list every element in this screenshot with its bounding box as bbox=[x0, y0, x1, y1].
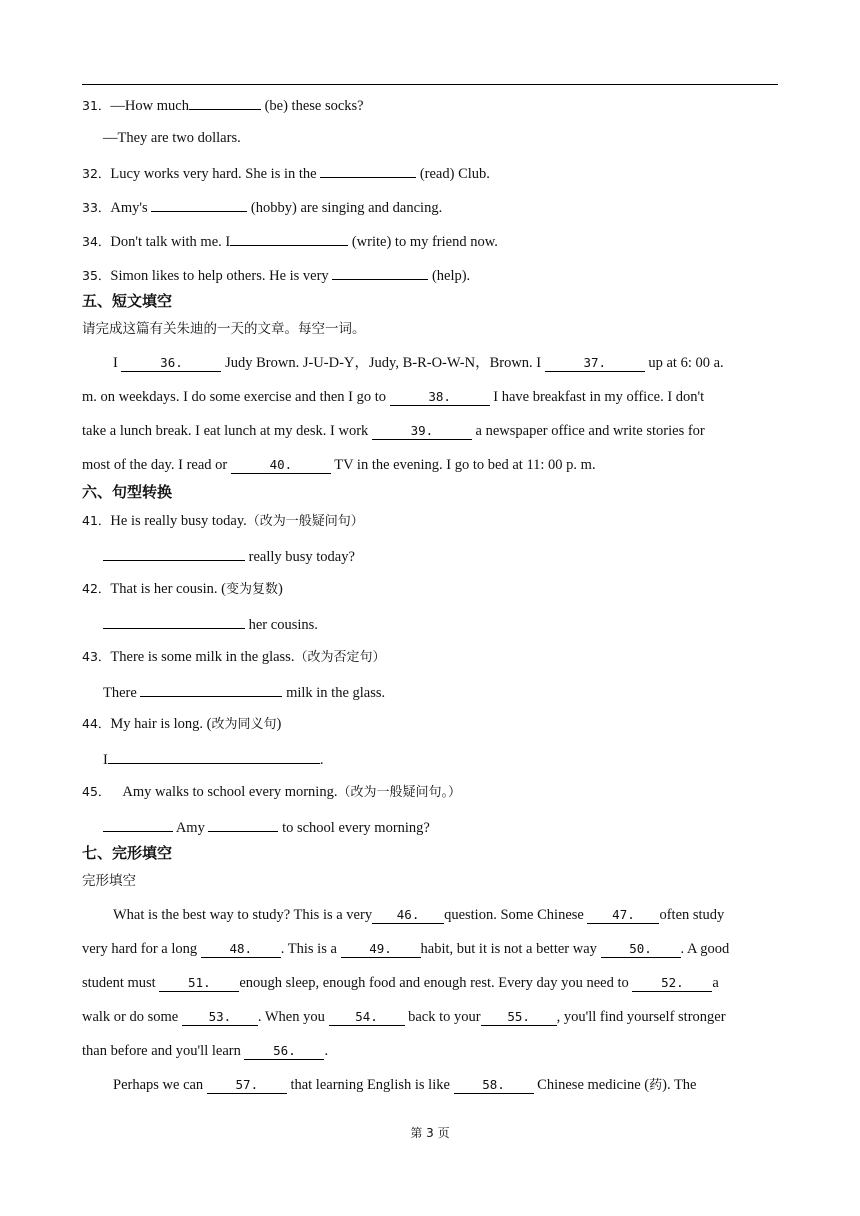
passage-7-line-2: very hard for a long 48. . This is a 49. habit, but it is not a better way 50. . A good bbox=[82, 941, 730, 957]
section-5-instructions: 请完成这篇有关朱迪的一天的文章。每空一词。 bbox=[82, 321, 366, 337]
passage-7-line-4: walk or do some 53. . When you 54. back to your 55. , you'll find yourself stronger bbox=[82, 1009, 726, 1025]
question-34: 34．Don't talk with me. I (write) to my friend now. bbox=[82, 231, 498, 251]
question-41-answer: really busy today? bbox=[103, 546, 355, 566]
answer-blank[interactable] bbox=[320, 163, 416, 178]
passage-7-line-5: than before and you'll learn 56. . bbox=[82, 1043, 329, 1059]
question-31-reply: —They are two dollars. bbox=[103, 130, 241, 146]
question-42-answer: her cousins. bbox=[103, 614, 318, 634]
question-33: 33．Amy's (hobby) are singing and dancing. bbox=[82, 197, 442, 217]
blank-50[interactable]: 50. bbox=[601, 941, 681, 958]
blank-57[interactable]: 57. bbox=[207, 1077, 287, 1094]
question-42: 42．That is her cousin. (变为复数) bbox=[82, 581, 283, 597]
passage-7-line-3: student must 51. enough sleep, enough food and enough rest. Every day you need to 52. a bbox=[82, 975, 719, 991]
answer-blank[interactable] bbox=[332, 265, 428, 280]
answer-blank[interactable] bbox=[103, 817, 173, 832]
page-number: 3 bbox=[426, 1126, 434, 1140]
passage-7-line-1: What is the best way to study? This is a very 46. question. Some Chinese 47. often study bbox=[113, 907, 725, 923]
blank-51[interactable]: 51. bbox=[159, 975, 239, 992]
answer-blank[interactable] bbox=[140, 682, 282, 697]
blank-36[interactable]: 36. bbox=[121, 355, 221, 372]
blank-53[interactable]: 53. bbox=[182, 1009, 258, 1026]
question-31: 31．—How much (be) these socks? bbox=[82, 95, 364, 115]
passage-5-line-3: take a lunch break. I eat lunch at my desk. I work 39. a newspaper office and write stories for bbox=[82, 423, 705, 439]
blank-58[interactable]: 58. bbox=[454, 1077, 534, 1094]
question-44-answer: I . bbox=[103, 749, 323, 769]
passage-7-line-6: Perhaps we can 57. that learning English is like 58. Chinese medicine (药). The bbox=[113, 1077, 697, 1093]
blank-49[interactable]: 49. bbox=[341, 941, 421, 958]
question-45: 45． Amy walks to school every morning.（改为一般疑问句。） bbox=[82, 784, 461, 800]
blank-39[interactable]: 39. bbox=[372, 423, 472, 440]
blank-38[interactable]: 38. bbox=[390, 389, 490, 406]
blank-55[interactable]: 55. bbox=[481, 1009, 557, 1026]
passage-5-line-2: m. on weekdays. I do some exercise and then I go to 38. I have breakfast in my office. I don't bbox=[82, 389, 705, 405]
section-7-title: 七、完形填空 bbox=[82, 844, 173, 862]
answer-blank[interactable] bbox=[151, 197, 247, 212]
question-44: 44．My hair is long. (改为同义句) bbox=[82, 716, 282, 732]
section-5-title: 五、短文填空 bbox=[82, 292, 173, 310]
answer-blank[interactable] bbox=[230, 231, 348, 246]
page-footer: 第 3 页 bbox=[410, 1126, 450, 1140]
answer-blank[interactable] bbox=[103, 546, 245, 561]
question-43: 43．There is some milk in the glass.（改为否定句） bbox=[82, 649, 386, 665]
answer-blank[interactable] bbox=[208, 817, 278, 832]
answer-blank[interactable] bbox=[103, 614, 245, 629]
question-41: 41．He is really busy today.（改为一般疑问句） bbox=[82, 513, 364, 529]
question-43-answer: There milk in the glass. bbox=[103, 682, 385, 702]
answer-blank[interactable] bbox=[108, 749, 320, 764]
header-rule bbox=[82, 84, 778, 85]
passage-5-line-4: most of the day. I read or 40. TV in the evening. I go to bed at 11: 00 p. m. bbox=[82, 457, 596, 473]
passage-5-line-1: I 36. Judy Brown. J-U-D-Y，Judy, B-R-O-W-N，Brown. I 37. up at 6: 00 a. bbox=[113, 355, 724, 371]
answer-blank[interactable] bbox=[189, 95, 261, 110]
question-35: 35．Simon likes to help others. He is very (help). bbox=[82, 265, 470, 285]
section-6-title: 六、句型转换 bbox=[82, 483, 173, 501]
blank-37[interactable]: 37. bbox=[545, 355, 645, 372]
section-7-subtitle: 完形填空 bbox=[82, 873, 136, 889]
question-45-answer: Amy to school every morning? bbox=[103, 817, 430, 837]
blank-40[interactable]: 40. bbox=[231, 457, 331, 474]
blank-56[interactable]: 56. bbox=[244, 1043, 324, 1060]
blank-52[interactable]: 52. bbox=[632, 975, 712, 992]
blank-48[interactable]: 48. bbox=[201, 941, 281, 958]
blank-46[interactable]: 46. bbox=[372, 907, 444, 924]
blank-47[interactable]: 47. bbox=[587, 907, 659, 924]
question-32: 32．Lucy works very hard. She is in the (read) Club. bbox=[82, 163, 490, 183]
blank-54[interactable]: 54. bbox=[329, 1009, 405, 1026]
